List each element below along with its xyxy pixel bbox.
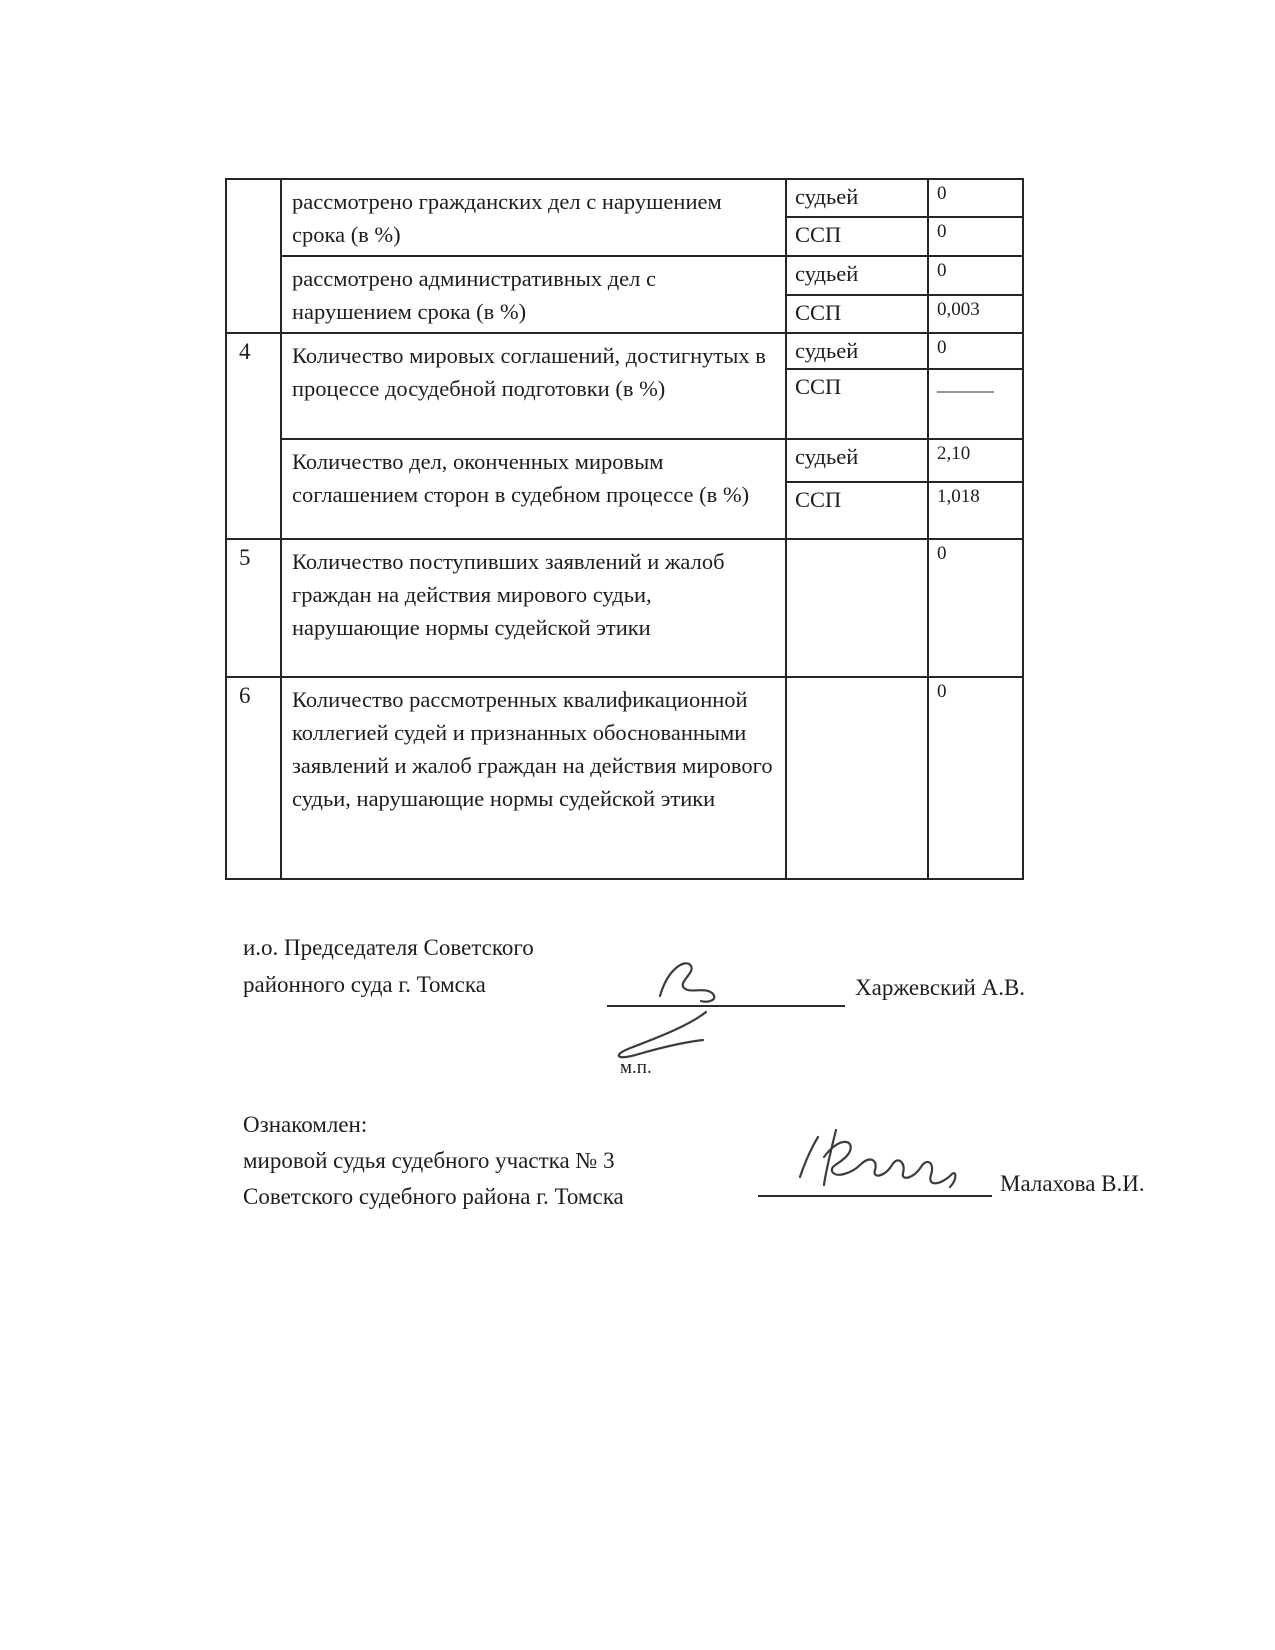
table-row [226,677,1023,879]
acknowledged-line2: Советского судебного района г. Томска [243,1184,624,1209]
role-cell: судьей [786,256,928,295]
role-cell: ССП [786,369,928,439]
stamp-place-label: м.п. [620,1057,652,1078]
value-cell: 1,018 [928,482,1023,539]
table-row [226,256,1023,295]
value-cell: 0,003 [928,295,1023,334]
criterion-cell: рассмотрено гражданских дел с нарушением срока (в %) [281,179,786,256]
row-number-cell: 4 [226,333,281,539]
value-cell: 2,10 [928,439,1023,482]
table-row [226,539,1023,677]
criterion-cell: Количество рассмотренных квалификационной коллегией судей и признанных обоснованными заявлений и жалоб граждан на действия мирового судьи, нарушающие нормы судейской этики [281,677,786,879]
criterion-cell: Количество мировых соглашений, достигнутых в процессе досудебной подготовки (в %) [281,333,786,439]
official-title-line1: и.о. Председателя Советского [243,935,534,960]
acknowledged-heading: Ознакомлен: [243,1112,368,1137]
role-cell: ССП [786,295,928,334]
role-cell: судьей [786,439,928,482]
value-cell: 0 [928,333,1023,369]
row-number-cell: 5 [226,539,281,677]
value-cell: 0 [928,217,1023,256]
report-table [225,178,1024,880]
role-cell: ССП [786,482,928,539]
signature-malakhova-icon [760,1105,1010,1210]
value-cell: 0 [928,539,1023,677]
value-cell: ——— [928,369,1023,439]
value-cell: 0 [928,677,1023,879]
acknowledged-name: Малахова В.И. [1000,1171,1145,1196]
row-number-cell [226,179,281,333]
acknowledged-line1: мировой судья судебного участка № 3 [243,1148,615,1173]
role-cell: судьей [786,179,928,217]
official-name: Харжевский А.В. [855,975,1026,1000]
table-row [226,333,1023,369]
table-row [226,179,1023,217]
role-cell: судьей [786,333,928,369]
criterion-cell: рассмотрено административных дел с нарушением срока (в %) [281,256,786,333]
value-cell: 0 [928,179,1023,217]
role-cell [786,539,928,677]
row-number-cell: 6 [226,677,281,879]
table-row [226,439,1023,482]
criterion-cell: Количество дел, оконченных мировым соглашением сторон в судебном процессе (в %) [281,439,786,539]
official-title-line2: районного суда г. Томска [243,972,486,997]
role-cell [786,677,928,879]
value-cell: 0 [928,256,1023,295]
role-cell: ССП [786,217,928,256]
criterion-cell: Количество поступивших заявлений и жалоб граждан на действия мирового судьи, нарушающие нормы судейской этики [281,539,786,677]
